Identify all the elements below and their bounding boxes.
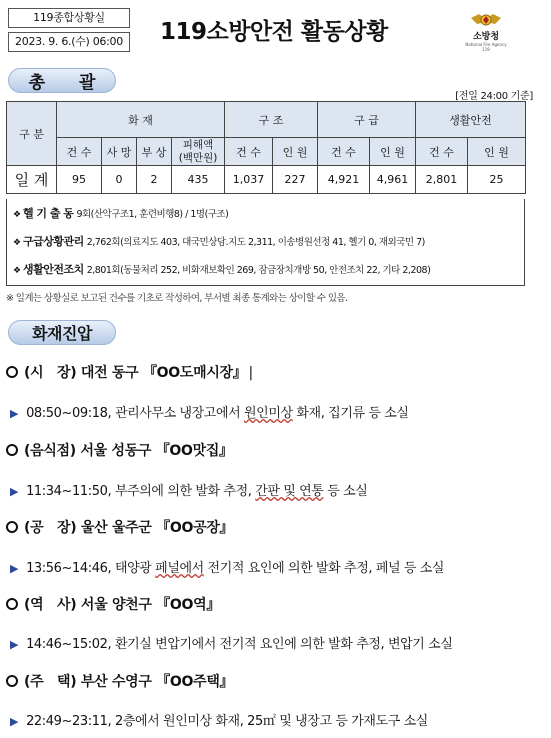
logo-sub: National Fire Agency 119 [465,42,507,52]
triangle-bullet-icon: ▶ [10,407,19,420]
circle-icon [6,675,18,687]
col-ems-people: 인 원 [370,138,416,166]
col-ems-count: 건 수 [318,138,370,166]
circle-icon [6,444,18,456]
line-label: 구급상황관리 [22,235,84,248]
cell-rescue-count: 1,037 [225,166,273,194]
incident-desc: ▶ 08:50~09:18, 관리사무소 냉장고에서 원인미상 화재, 집기류 등 소실 [10,406,409,421]
line-text: 2,762회(의료지도 403, 대국민상담.지도 2,311, 이송병원선정 41, 헬기 0, 재외국민 7) [86,237,425,248]
col-safety-count: 건 수 [416,138,468,166]
circle-icon [6,366,18,378]
incident-title: (주 택) 부산 수영구 『OO주택』 [6,671,233,691]
page-title: 119소방안전 활동상황 [160,19,388,45]
triangle-bullet-icon: ▶ [10,715,19,728]
line-label: 생활안전조치 [22,263,84,276]
col-safety-people: 인 원 [468,138,526,166]
emblem-icon [469,10,503,32]
group-ems: 구 급 [318,102,416,138]
cell-fire-deaths: 0 [102,166,137,194]
as-of-label: [전일 24:00 기준] [455,91,533,102]
col-fire-count: 건 수 [57,138,102,166]
cell-fire-injured: 2 [137,166,172,194]
col-rescue-people: 인 원 [273,138,318,166]
logo-text: 소방청 [472,32,500,42]
group-rescue: 구 조 [225,102,318,138]
center-label: 119종합상황실 [8,8,130,28]
col-fire-deaths: 사 망 [102,138,137,166]
incident-desc: ▶ 13:56~14:46, 태양광 페널에서 전기적 요인에 의한 발화 추정, 페널 등 소실 [10,561,445,576]
incident-title: (시 장) 대전 동구 『OO도매시장』 | [6,362,253,382]
agency-logo [463,10,509,50]
summary-line-ems [13,231,518,259]
report-date: 2023. 9. 6.(수) 06:00 [8,32,130,52]
fire-heading: 화재진압 [8,320,116,345]
triangle-bullet-icon: ▶ [10,638,19,651]
cell-rescue-people: 227 [273,166,318,194]
summary-heading: 총 괄 [8,68,116,93]
incident-desc: ▶ 11:34~11:50, 부주의에 의한 발화 추정, 간판 및 연통 등 소실 [10,484,368,499]
diamond-icon: ❖ [13,266,23,276]
cell-safety-count: 2,801 [416,166,468,194]
summary-line-safety [13,259,518,287]
cell-fire-damage: 435 [172,166,225,194]
row-label: 일 계 [7,166,57,194]
line-label: 헬 기 출 동 [22,207,74,220]
summary-details [6,199,525,286]
summary-note: ※ 일계는 상황실로 보고된 건수를 기초로 작성하여, 부서별 최종 통계와는 상이할 수 있음. [6,293,348,304]
summary-table [6,101,526,194]
incident-title: (역 사) 서울 양천구 『OO역』 [6,594,220,614]
diamond-icon: ❖ [13,210,23,220]
cell-ems-people: 4,961 [370,166,416,194]
circle-icon [6,521,18,533]
col-fire-injured: 부 상 [137,138,172,166]
triangle-bullet-icon: ▶ [10,562,19,575]
col-rescue-count: 건 수 [225,138,273,166]
line-text: 2,801회(동물처리 252, 비화재보확인 269, 잠금장치개방 50, 안전조치 22, 기타 2,208) [86,265,431,276]
cell-safety-people: 25 [468,166,526,194]
cell-fire-count: 95 [57,166,102,194]
col-gubun: 구 분 [7,102,57,166]
col-fire-damage: 피해액 (백만원) [172,138,225,166]
diamond-icon: ❖ [13,238,23,248]
header-left [8,8,130,52]
cell-ems-count: 4,921 [318,166,370,194]
triangle-bullet-icon: ▶ [10,485,19,498]
incident-title: (음식점) 서울 성동구 『OO맛집』 [6,440,233,460]
incident-desc: ▶ 22:49~23:11, 2층에서 원인미상 화재, 25㎡ 및 냉장고 등 가재도구 소실 [10,714,428,729]
circle-icon [6,598,18,610]
summary-line-helicopter [13,203,518,231]
line-text: 9회(산악구조1, 훈련비행8) / 1명(구조) [76,209,229,220]
incident-desc: ▶ 14:46~15:02, 환기실 변압기에서 전기적 요인에 의한 발화 추정, 변압기 소실 [10,637,453,652]
group-safety: 생활안전 [416,102,526,138]
group-fire: 화 재 [57,102,225,138]
incident-title: (공 장) 울산 울주군 『OO공장』 [6,517,233,537]
